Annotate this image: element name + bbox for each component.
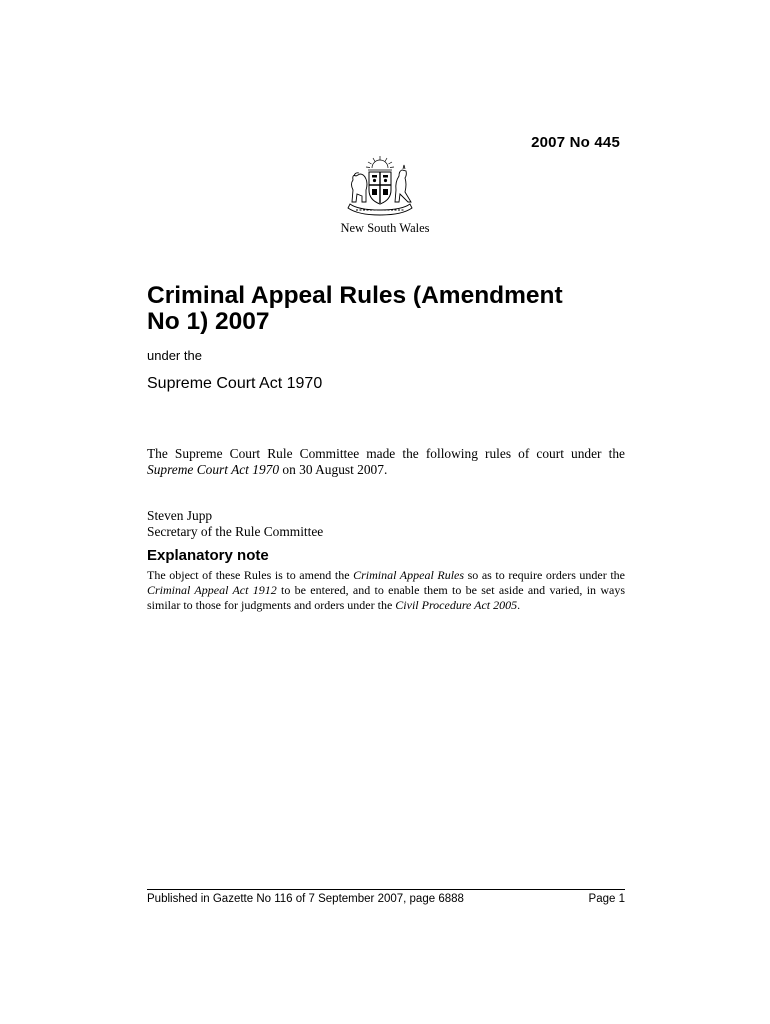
principal-act-name: Supreme Court Act 1970 bbox=[147, 375, 323, 392]
nsw-coat-of-arms-icon bbox=[338, 152, 422, 216]
making-statement-text-2: on 30 August 2007. bbox=[279, 462, 388, 477]
explanatory-note-body bbox=[147, 568, 625, 612]
making-statement-act: Supreme Court Act 1970 bbox=[147, 462, 280, 477]
signatory-position: Secretary of the Rule Committee bbox=[147, 524, 324, 539]
gazette-citation: Published in Gazette No 116 of 7 September 2007, page 6888 bbox=[147, 893, 464, 905]
making-statement bbox=[147, 446, 625, 478]
footer-divider bbox=[147, 889, 625, 890]
note-italic-1: Criminal Appeal Rules bbox=[353, 568, 465, 582]
note-text-1: The object of these Rules is to amend the bbox=[147, 568, 354, 582]
page-number: Page 1 bbox=[588, 893, 625, 905]
signatory-name: Steven Jupp bbox=[147, 508, 213, 523]
note-text-2: so as to require orders under the bbox=[464, 568, 625, 582]
note-italic-2: Criminal Appeal Act 1912 bbox=[147, 582, 277, 597]
under-the-label: under the bbox=[147, 348, 202, 363]
note-text-3: to be entered, and to enable them to be set aside and varied, in ways similar to those for judgments and orders under the bbox=[147, 582, 626, 612]
rule-title-line-1: Criminal Appeal Rules (Amendment bbox=[147, 282, 563, 309]
rule-title bbox=[147, 283, 627, 335]
note-text-4: . bbox=[517, 597, 521, 612]
making-statement-text-1: The Supreme Court Rule Committee made the following rules of court under the bbox=[147, 446, 625, 461]
signatory-block bbox=[147, 508, 323, 540]
act-number: 2007 No 445 bbox=[531, 134, 620, 151]
jurisdiction-label: New South Wales bbox=[340, 221, 430, 235]
note-italic-3: Civil Procedure Act 2005 bbox=[395, 597, 518, 612]
rule-title-line-2: No 1) 2007 bbox=[147, 308, 270, 335]
explanatory-note-heading: Explanatory note bbox=[147, 547, 269, 564]
